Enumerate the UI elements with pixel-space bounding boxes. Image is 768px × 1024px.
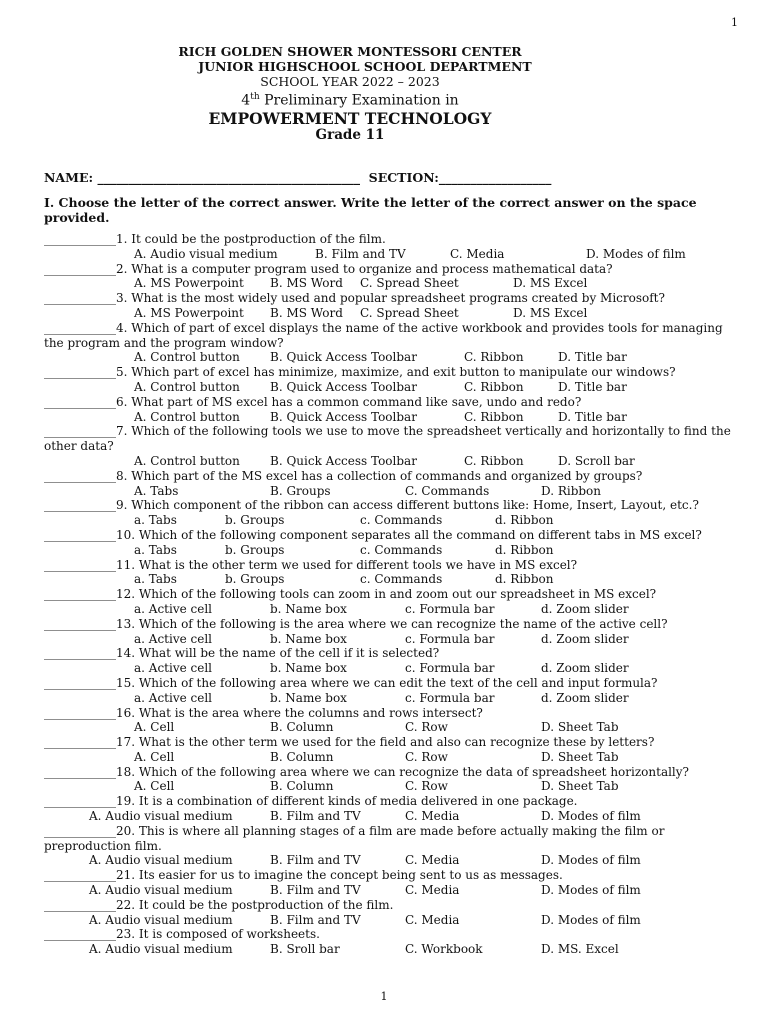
question-item [44, 617, 744, 647]
question-list [44, 232, 744, 957]
exam-title-rest: Preliminary Examination in [259, 92, 459, 109]
choice-option: a. Active cell [134, 690, 213, 705]
choice-option: B. Film and TV [270, 912, 361, 927]
choice-option: C. Row [405, 720, 448, 735]
question-text[interactable]: ____________20. This is where all planning stages of a film are made before actually making the film or preproduction film. [44, 823, 665, 853]
page-number-bottom: 1 [380, 990, 388, 1003]
question-item [44, 868, 744, 898]
question-item [44, 794, 744, 824]
choice-option: A. Audio visual medium [89, 912, 233, 927]
question-text[interactable]: ____________10. Which of the following component separates all the command on different tabs in MS excel? [44, 527, 702, 542]
choice-option: A. Tabs [134, 483, 179, 498]
question-item [44, 898, 744, 928]
choice-option: D. Ribbon [541, 483, 602, 498]
question-text[interactable]: ____________13. Which of the following is the area where we can recognize the name of the active cell? [44, 616, 668, 631]
choice-option: D. Scroll bar [558, 453, 635, 468]
choice-option: a. Tabs [134, 542, 177, 557]
choice-option: D. Modes of film [541, 853, 641, 868]
choice-option: D. Modes of film [541, 809, 641, 824]
choice-option: D. MS. Excel [541, 942, 619, 957]
choice-option: C. Ribbon [464, 379, 524, 394]
student-info-line [44, 170, 744, 185]
question-item [44, 558, 744, 588]
choice-option: A. Control button [134, 453, 240, 468]
choice-row [44, 543, 744, 558]
question-item [44, 646, 744, 676]
choice-row [44, 306, 744, 321]
choice-option: B. Groups [270, 483, 331, 498]
question-item [44, 528, 744, 558]
choice-option: A. Cell [134, 720, 175, 735]
choice-option: A. MS Powerpoint [134, 305, 244, 320]
choice-option: B. Film and TV [270, 883, 361, 898]
choice-row [44, 809, 744, 824]
choice-option: D. Modes of film [541, 883, 641, 898]
question-item [44, 676, 744, 706]
choice-option: b. Name box [270, 690, 347, 705]
choice-option: A. Audio visual medium [89, 883, 233, 898]
choice-option: c. Commands [360, 572, 443, 587]
choice-option: d. Ribbon [495, 513, 554, 528]
question-item [44, 765, 744, 795]
choice-row [44, 572, 744, 587]
choice-row [44, 380, 744, 395]
choice-option: C. Media [405, 853, 460, 868]
choice-row [44, 276, 744, 291]
choice-option: A. Cell [134, 749, 175, 764]
choice-option: c. Commands [360, 513, 443, 528]
question-item [44, 395, 744, 425]
choice-option: A. Control button [134, 379, 240, 394]
choice-option: C. Commands [405, 483, 490, 498]
question-text[interactable]: ____________14. What will be the name of the cell if it is selected? [44, 646, 440, 661]
choice-option: B. Sroll bar [270, 942, 340, 957]
question-text[interactable]: ____________1. It could be the postproduction of the film. [44, 232, 386, 246]
question-item [44, 706, 744, 736]
choice-option: a. Tabs [134, 513, 177, 528]
choice-option: D. Modes of film [586, 246, 686, 261]
question-item [44, 321, 744, 365]
choice-row [44, 632, 744, 647]
choice-option: D. Title bar [558, 350, 627, 365]
choice-option: C. Ribbon [464, 409, 524, 424]
question-item [44, 291, 744, 321]
choice-option: B. Quick Access Toolbar [270, 350, 417, 365]
choice-option: C. Media [405, 883, 460, 898]
section-blank[interactable]: __________________ [438, 170, 552, 185]
choice-option: c. Commands [360, 542, 443, 557]
name-label: NAME: [44, 170, 98, 185]
choice-row [44, 691, 744, 706]
choice-option: B. MS Word [270, 305, 343, 320]
choice-option: b. Name box [270, 601, 347, 616]
question-text[interactable]: ____________2. What is a computer program used to organize and process mathematical data? [44, 261, 613, 276]
choice-row [44, 720, 744, 735]
exam-number: 4 [241, 92, 251, 109]
choice-option: d. Zoom slider [541, 690, 629, 705]
choice-row [44, 454, 744, 469]
choice-option: A. Cell [134, 779, 175, 794]
choice-option: B. Column [270, 779, 334, 794]
school-year: SCHOOL YEAR 2022 – 2023 [260, 74, 440, 89]
choice-option: D. Title bar [558, 409, 627, 424]
choice-option: B. Film and TV [315, 246, 406, 261]
choice-option: A. Audio visual medium [89, 942, 233, 957]
choice-option: C. Media [405, 912, 460, 927]
choice-option: B. Film and TV [270, 853, 361, 868]
question-text[interactable]: ____________18. Which of the following area where we can recognize the data of spreadsheet horizontally? [44, 764, 689, 779]
choice-option: C. Row [405, 749, 448, 764]
choice-row [44, 913, 744, 928]
choice-row [44, 942, 744, 957]
choice-option: c. Formula bar [405, 601, 495, 616]
choice-row [44, 602, 744, 617]
choice-row [44, 247, 744, 262]
choice-option: d. Zoom slider [541, 631, 629, 646]
question-item [44, 498, 744, 528]
exam-ordinal: th [250, 92, 260, 102]
department-name: JUNIOR HIGHSCHOOL SCHOOL DEPARTMENT [198, 59, 532, 74]
choice-option: C. Workbook [405, 942, 483, 957]
choice-option: B. Quick Access Toolbar [270, 453, 417, 468]
choice-option: a. Active cell [134, 631, 213, 646]
exam-title [0, 90, 700, 109]
choice-option: A. Control button [134, 350, 240, 365]
choice-option: C. Media [450, 246, 505, 261]
choice-option: d. Zoom slider [541, 661, 629, 676]
choice-option: A. MS Powerpoint [134, 276, 244, 291]
question-text[interactable]: ____________4. Which of part of excel displays the name of the active workbook and provides tools for managing the program and the program window? [44, 320, 723, 350]
choice-option: C. Spread Sheet [360, 305, 459, 320]
choice-row [44, 661, 744, 676]
choice-option: D. Sheet Tab [541, 779, 619, 794]
choice-option: a. Active cell [134, 661, 213, 676]
question-text[interactable]: ____________8. Which part of the MS excel has a collection of commands and organized by groups? [44, 468, 643, 483]
choice-option: C. Row [405, 779, 448, 794]
choice-option: b. Groups [225, 513, 285, 528]
choice-option: A. Audio visual medium [89, 853, 233, 868]
question-text[interactable]: ____________17. What is the other term we used for the field and also can recognize these by letters? [44, 735, 655, 750]
choice-option: b. Name box [270, 661, 347, 676]
question-item [44, 262, 744, 292]
choice-row [44, 779, 744, 794]
choice-option: d. Zoom slider [541, 601, 629, 616]
choice-option: c. Formula bar [405, 661, 495, 676]
choice-option: B. Quick Access Toolbar [270, 409, 417, 424]
choice-option: a. Tabs [134, 572, 177, 587]
page-number-top: 1 [731, 16, 738, 29]
choice-option: b. Name box [270, 631, 347, 646]
name-blank[interactable]: __________________________________________ [97, 170, 360, 185]
choice-option: C. Ribbon [464, 350, 524, 365]
choice-option: B. Film and TV [270, 809, 361, 824]
question-text[interactable]: ____________7. Which of the following tools we use to move the spreadsheet vertically and horizontally to find the other data? [44, 424, 731, 454]
choice-row [44, 410, 744, 425]
question-text[interactable]: ____________23. It is composed of worksheets. [44, 927, 320, 942]
question-item [44, 365, 744, 395]
choice-option: B. Column [270, 720, 334, 735]
question-text[interactable]: ____________19. It is a combination of different kinds of media delivered in one package. [44, 794, 578, 809]
question-text[interactable]: ____________6. What part of MS excel has a common command like save, undo and redo? [44, 394, 582, 409]
question-text[interactable]: ____________15. Which of the following area where we can edit the text of the cell and input formula? [44, 675, 658, 690]
grade-level: Grade 11 [315, 126, 385, 143]
choice-option: A. Audio visual medium [134, 246, 278, 261]
choice-option: D. MS Excel [513, 305, 588, 320]
choice-option: D. Sheet Tab [541, 720, 619, 735]
question-text[interactable]: ____________16. What is the area where the columns and rows intersect? [44, 705, 483, 720]
question-item [44, 587, 744, 617]
exam-header [0, 44, 700, 143]
choice-option: D. Modes of film [541, 912, 641, 927]
question-text[interactable]: ____________12. Which of the following tools can zoom in and zoom out our spreadsheet in MS excel? [44, 587, 657, 602]
question-text[interactable]: ____________22. It could be the postproduction of the film. [44, 897, 394, 912]
question-text[interactable]: ____________3. What is the most widely used and popular spreadsheet programs created by Microsoft? [44, 291, 665, 306]
choice-option: A. Audio visual medium [89, 809, 233, 824]
choice-option: d. Ribbon [495, 572, 554, 587]
choice-option: D. Sheet Tab [541, 749, 619, 764]
choice-option: B. Column [270, 749, 334, 764]
choice-option: B. Quick Access Toolbar [270, 379, 417, 394]
school-name: RICH GOLDEN SHOWER MONTESSORI CENTER [178, 44, 522, 59]
choice-row [44, 513, 744, 528]
choice-option: d. Ribbon [495, 542, 554, 557]
choice-option: C. Media [405, 809, 460, 824]
question-text[interactable]: ____________11. What is the other term we used for different tools we have in MS excel? [44, 557, 578, 572]
choice-row [44, 853, 744, 868]
choice-row [44, 350, 744, 365]
subject-title: EMPOWERMENT TECHNOLOGY [208, 108, 492, 128]
section-label: SECTION: [359, 170, 439, 185]
question-item [44, 469, 744, 499]
choice-option: B. MS Word [270, 276, 343, 291]
choice-option: A. Control button [134, 409, 240, 424]
choice-option: C. Ribbon [464, 453, 524, 468]
question-item [44, 735, 744, 765]
choice-row [44, 883, 744, 898]
question-item [44, 232, 744, 262]
choice-option: D. Title bar [558, 379, 627, 394]
choice-option: b. Groups [225, 572, 285, 587]
question-item [44, 824, 744, 868]
choice-option: D. MS Excel [513, 276, 588, 291]
question-item [44, 927, 744, 957]
choice-option: b. Groups [225, 542, 285, 557]
question-text[interactable]: ____________21. Its easier for us to imagine the concept being sent to us as messages. [44, 868, 563, 883]
choice-row [44, 750, 744, 765]
question-text[interactable]: ____________5. Which part of excel has minimize, maximize, and exit button to manipulate our windows? [44, 365, 676, 380]
choice-option: c. Formula bar [405, 690, 495, 705]
choice-option: a. Active cell [134, 601, 213, 616]
choice-option: C. Spread Sheet [360, 276, 459, 291]
choice-option: c. Formula bar [405, 631, 495, 646]
question-text[interactable]: ____________9. Which component of the ribbon can access different buttons like: Home, Insert, Layout, etc.? [44, 498, 699, 513]
question-item [44, 424, 744, 468]
choice-row [44, 484, 744, 499]
instructions: I. Choose the letter of the correct answer. Write the letter of the correct answer on the space provided. [44, 195, 697, 225]
